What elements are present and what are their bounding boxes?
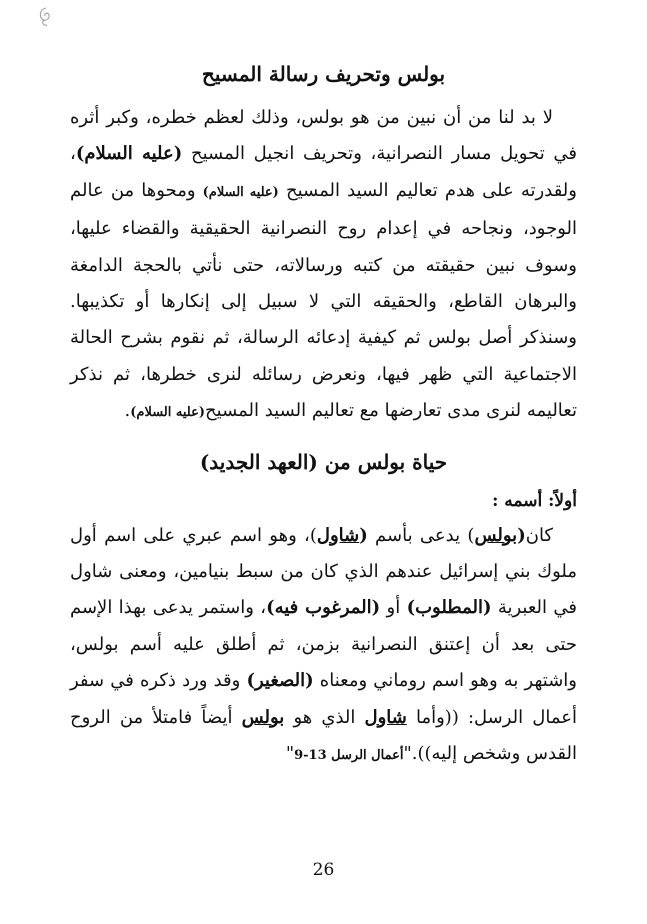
saghir-term: (الصغير) <box>246 670 314 692</box>
scan-mark-icon <box>36 6 56 28</box>
pbuh-3: (عليه السلام) <box>130 405 206 421</box>
intro-text-3: ومحوها من عالم الوجود، ونجاحه في إعدام روح النصرانية الحقيقية والقضاء عليها، وسوف نبين حقيقته من كتبه ورسالاته، حتى نأتي بالحجة الدامغة والبرهان القاطع، والحقيقه التي لا سبيل إلى إنكارها أو تكذيبها. وسنذكر أصل بولس ثم كيفية إدعائه الرسالة، ثم نقوم بشرح الحالة الاجتماعية التي ظهر فيها، ونعرض رسائله لنرى خطرها، ثم نذكر تعاليمه لنرى مدى تعارضها مع تعاليم السيد المسيح <box>70 179 577 422</box>
paul-name: بولس <box>474 524 518 546</box>
name-text-6: أو <box>380 597 407 619</box>
matlub-term: (المطلوب) <box>406 597 492 619</box>
intro-paragraph <box>70 100 577 432</box>
name-paragraph <box>70 518 577 775</box>
intro-text-1: لا بد لنا من أن نبين من هو بولس، وذلك لعظم خطره، وكبر أثره في تحويل مسار النصرانية، وتحريف انجيل المسيح <box>70 107 577 165</box>
name-text-10: أيضاً فامتلأ من الروح القدس وشخص إليه)) <box>70 706 577 765</box>
name-text-11: ." <box>403 743 418 765</box>
section-title: حياة بولس من (العهد الجديد) <box>199 449 448 474</box>
intro-text-2: ، ولقدرته على هدم تعاليم السيد المسيح <box>70 143 577 201</box>
name-text-4: ( <box>359 524 368 546</box>
name-text-2: ( <box>517 524 526 546</box>
saul-name: شاول <box>316 524 360 546</box>
saul-name-2: شاول <box>364 706 407 728</box>
page-number: 26 <box>312 860 335 880</box>
name-text-8: وقد ورد ذكره في سفر أعمال الرسل: ((وأما <box>70 670 577 728</box>
sub-heading: أولاً: أسمه : <box>492 490 577 511</box>
intro-text-4: . <box>124 400 131 422</box>
pbuh-2: (عليه السلام) <box>202 184 279 200</box>
name-text-12: " <box>285 743 295 765</box>
name-text-7: ، واستمر يدعى بهذا الإسم حتى بعد أن إعتنق النصرانية بزمن، ثم أطلق عليه أسم بولس، واشتهر به وهو اسم روماني ومعناه <box>70 597 577 692</box>
chapter-title: بولس وتحريف رسالة المسيح <box>201 62 446 86</box>
name-text-3: ) يدعى بأسم <box>367 524 475 546</box>
acts-reference: أعمال الرسل 13-9 <box>294 748 404 764</box>
page-content <box>70 58 577 775</box>
name-text-9: الذي هو <box>284 706 365 728</box>
name-text-5: )، وهو اسم عبري على اسم أول ملوك بني إسرائيل عندهم الذي كان من سبط بنيامين، ومعنى شاول في العبرية <box>70 524 577 619</box>
paul-name-2: بولس <box>241 706 285 728</box>
pbuh-1: (عليه السلام) <box>75 143 183 165</box>
marghub-term: (المرغوب فيه) <box>266 597 381 619</box>
name-text-1: كان <box>525 524 553 546</box>
